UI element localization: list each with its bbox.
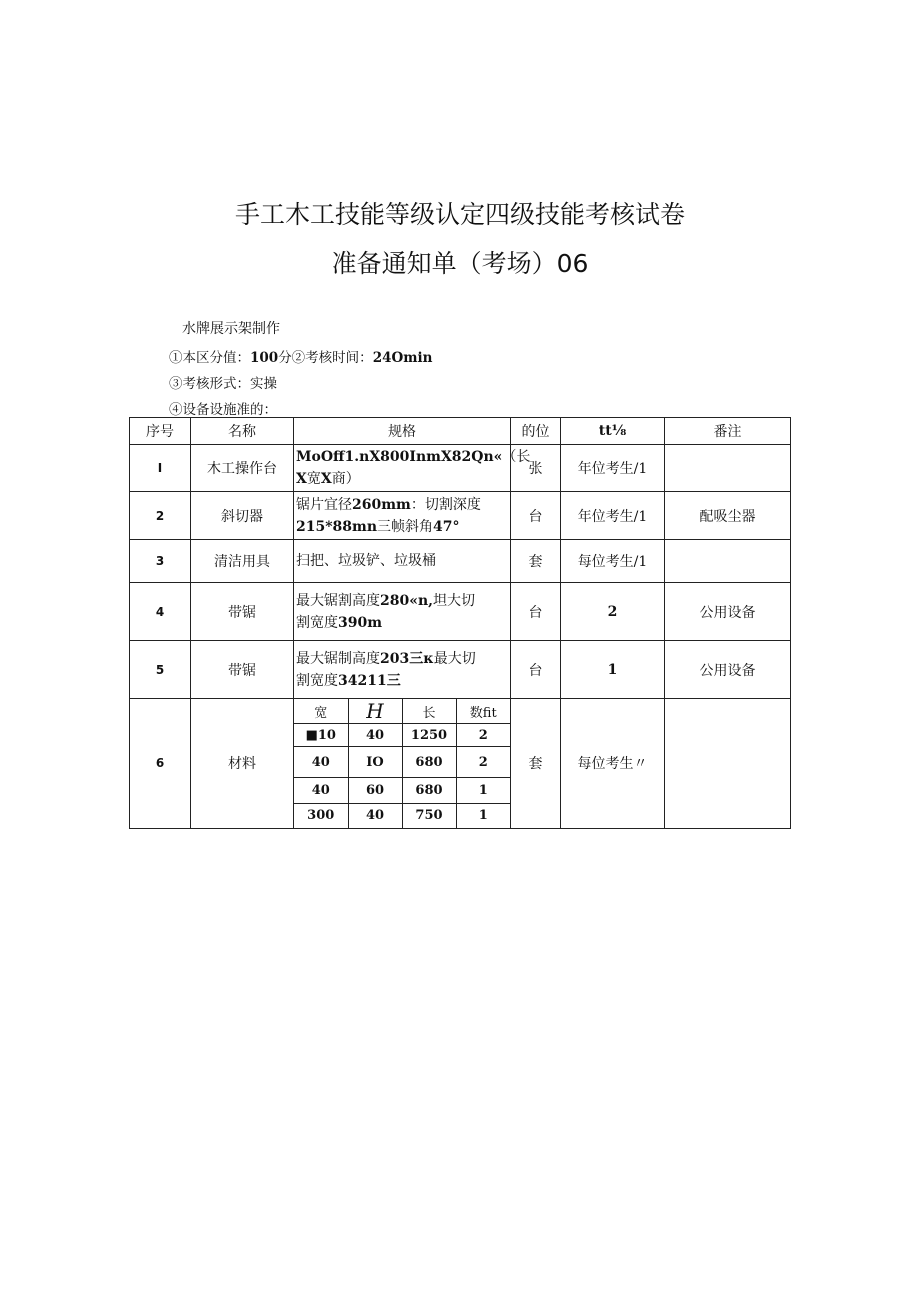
table-row <box>130 540 791 583</box>
table-row <box>130 492 791 540</box>
row-qty: 每位考生〃 <box>561 699 665 829</box>
row-name: 清洁用具 <box>191 540 294 583</box>
score-label: ①本区分值： <box>169 350 250 366</box>
table-row <box>130 641 791 699</box>
row-unit: 张 <box>511 445 561 492</box>
row-spec: MoOff1.nX800InmX82Qn«（长 X宽X商） <box>294 445 511 492</box>
row-qty: 1 <box>561 641 665 699</box>
row-qty: 2 <box>561 583 665 641</box>
row-seq: 5 <box>130 641 191 699</box>
row-name: 带锯 <box>191 641 294 699</box>
materials-cell-value: 300 <box>294 804 348 828</box>
row-name: 材料 <box>191 699 294 829</box>
materials-cell-value: 40 <box>348 724 402 747</box>
score-value: 100 <box>250 350 279 366</box>
document-subtitle: 准备通知单（考场）06 <box>331 249 589 278</box>
materials-cell-value: 680 <box>402 747 456 778</box>
row-qty: 年位考生/1 <box>561 492 665 540</box>
materials-cell-value: IO <box>348 747 402 778</box>
materials-header-width: 宽 <box>294 699 348 724</box>
row-unit: 套 <box>511 699 561 829</box>
row-seq: I <box>130 445 191 492</box>
materials-cell-value: 40 <box>294 747 348 778</box>
materials-cell-value: 2 <box>456 747 510 778</box>
row-note: 公用设备 <box>665 583 791 641</box>
document-title: 手工木工技能等级认定四级技能考核试卷 <box>234 200 685 229</box>
materials-table <box>294 699 510 828</box>
materials-cell-value: 1 <box>456 778 510 804</box>
time-label: 分②考核时间： <box>278 350 373 366</box>
row-seq: 3 <box>130 540 191 583</box>
time-value: 24Omin <box>372 350 433 366</box>
table-row <box>130 699 791 829</box>
row-qty: 年位考生/1 <box>561 445 665 492</box>
row-name: 带锯 <box>191 583 294 641</box>
score-time-line <box>169 346 432 366</box>
row-name: 斜切器 <box>191 492 294 540</box>
materials-row <box>294 747 510 778</box>
row-spec: 最大锯制高度203三κ最大切 割宽度34211三 <box>294 641 511 699</box>
row-spec: 扫把、垃圾铲、垃圾桶 <box>294 540 511 583</box>
project-name: 水牌展示架制作 <box>182 321 280 337</box>
row-note <box>665 540 791 583</box>
materials-cell <box>294 699 511 829</box>
row-note <box>665 699 791 829</box>
row-unit: 台 <box>511 492 561 540</box>
materials-cell-value: ■10 <box>294 724 348 747</box>
row-note <box>665 445 791 492</box>
table-header-row <box>130 418 791 445</box>
row-seq: 6 <box>130 699 191 829</box>
materials-cell-value: 680 <box>402 778 456 804</box>
header-spec: 规格 <box>294 418 511 445</box>
row-unit: 台 <box>511 583 561 641</box>
header-qty: tt⅛ <box>561 418 665 445</box>
materials-cell-value: 750 <box>402 804 456 828</box>
row-spec: 锯片宜径260mm：切割深度 215*88mn三帧斜角47° <box>294 492 511 540</box>
materials-header-row <box>294 699 510 724</box>
materials-cell-value: 2 <box>456 724 510 747</box>
materials-cell-value: 40 <box>294 778 348 804</box>
header-note: 番注 <box>665 418 791 445</box>
materials-cell-value: 1 <box>456 804 510 828</box>
row-note: 公用设备 <box>665 641 791 699</box>
header-seq: 序号 <box>130 418 191 445</box>
row-seq: 2 <box>130 492 191 540</box>
table-row <box>130 445 791 492</box>
equipment-table <box>129 417 791 829</box>
materials-header-count: 数fit <box>456 699 510 724</box>
materials-cell-value: 60 <box>348 778 402 804</box>
materials-cell-value: 40 <box>348 804 402 828</box>
materials-row <box>294 724 510 747</box>
row-note: 配吸尘器 <box>665 492 791 540</box>
materials-row <box>294 778 510 804</box>
row-spec: 最大锯割高度280«n,坦大切 割宽度390m <box>294 583 511 641</box>
row-unit: 台 <box>511 641 561 699</box>
header-name: 名称 <box>191 418 294 445</box>
header-unit: 的位 <box>511 418 561 445</box>
row-qty: 每位考生/1 <box>561 540 665 583</box>
materials-header-height: H <box>348 699 402 724</box>
exam-format-line: ③考核形式：实操 <box>169 376 277 392</box>
row-unit: 套 <box>511 540 561 583</box>
row-name: 木工操作台 <box>191 445 294 492</box>
materials-row <box>294 804 510 828</box>
table-row <box>130 583 791 641</box>
row-seq: 4 <box>130 583 191 641</box>
materials-cell-value: 1250 <box>402 724 456 747</box>
equipment-heading: ④设备设施准的： <box>169 402 277 418</box>
materials-header-length: 长 <box>402 699 456 724</box>
